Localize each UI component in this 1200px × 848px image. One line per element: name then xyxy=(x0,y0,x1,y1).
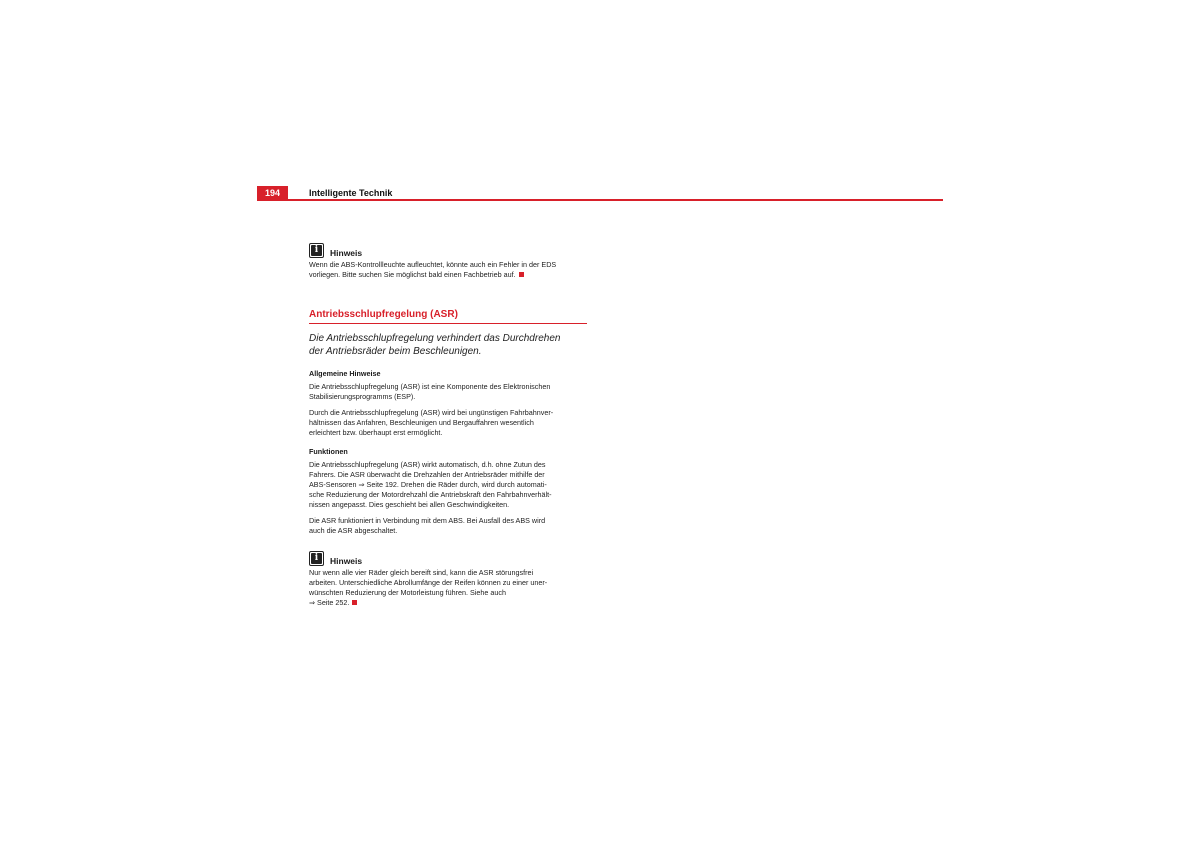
text-line: erleichtert bzw. überhaupt erst ermöglicht. xyxy=(309,428,443,437)
note-hinweis-1 xyxy=(309,240,587,280)
general-paragraph-1 xyxy=(309,382,587,402)
note-line: ⇒ Seite 252. xyxy=(309,598,350,607)
text-line: Die Antriebsschlupfregelung (ASR) wirkt automatisch, d.h. ohne Zutun des xyxy=(309,460,546,469)
content-column xyxy=(309,240,587,608)
note-line: wünschten Reduzierung der Motorleistung führen. Siehe auch xyxy=(309,588,506,597)
text-line: Stabilisierungsprogramms (ESP). xyxy=(309,392,416,401)
text-line: Die Antriebsschlupfregelung (ASR) ist eine Komponente des Elektronischen xyxy=(309,382,551,391)
section-title: Antriebsschlupfregelung (ASR) xyxy=(309,308,587,324)
text-line: sche Reduzierung der Motordrehzahl die Antriebskraft den Fahrbahnverhält- xyxy=(309,490,552,499)
lead-line: Die Antriebsschlupfregelung verhindert das Durchdrehen xyxy=(309,333,561,344)
text-line: Die ASR funktioniert in Verbindung mit dem ABS. Bei Ausfall des ABS wird xyxy=(309,516,546,525)
text-line: auch die ASR abgeschaltet. xyxy=(309,526,398,535)
info-icon: i xyxy=(309,551,324,566)
page-number: 194 xyxy=(264,188,281,198)
text-line: ABS-Sensoren ⇒ Seite 192. Drehen die Räder durch, wird durch automati- xyxy=(309,480,547,489)
functions-paragraph-1 xyxy=(309,460,587,510)
text-line: nissen angepasst. Dies geschieht bei allen Geschwindigkeiten. xyxy=(309,500,510,509)
text-line: Fahrers. Die ASR überwacht die Drehzahlen der Antriebsräder mithilfe der xyxy=(309,470,545,479)
note-text xyxy=(309,568,587,608)
functions-heading: Funktionen xyxy=(309,447,348,456)
text-line: hältnissen das Anfahren, Beschleunigen und Bergauffahren wesentlich xyxy=(309,418,534,427)
note-hinweis-2 xyxy=(309,548,587,608)
note-line: arbeiten. Unterschiedliche Abrollumfänge der Reifen können zu einer uner- xyxy=(309,578,548,587)
note-line: vorliegen. Bitte suchen Sie möglichst bald einen Fachbetrieb auf. xyxy=(309,270,516,279)
note-head xyxy=(309,548,587,566)
chapter-title: Intelligente Technik xyxy=(309,188,393,198)
end-mark-icon xyxy=(519,272,524,277)
end-mark-icon xyxy=(352,600,357,605)
note-head xyxy=(309,240,587,258)
text-line: Durch die Antriebsschlupfregelung (ASR) wird bei ungünstigen Fahrbahnver- xyxy=(309,408,554,417)
note-text xyxy=(309,260,587,280)
general-heading: Allgemeine Hinweise xyxy=(309,369,381,378)
note-line: Nur wenn alle vier Räder gleich bereift sind, kann die ASR störungsfrei xyxy=(309,568,534,577)
functions-paragraph-2 xyxy=(309,516,587,536)
note-line: Wenn die ABS-Kontrollleuchte aufleuchtet, könnte auch ein Fehler in der EDS xyxy=(309,260,557,269)
note-title: Hinweis xyxy=(330,556,363,566)
header-rule xyxy=(257,199,943,201)
info-icon: i xyxy=(309,243,324,258)
general-paragraph-2 xyxy=(309,408,587,438)
note-title: Hinweis xyxy=(330,248,363,258)
section-lead xyxy=(309,332,587,358)
lead-line: der Antriebsräder beim Beschleunigen. xyxy=(309,346,482,357)
